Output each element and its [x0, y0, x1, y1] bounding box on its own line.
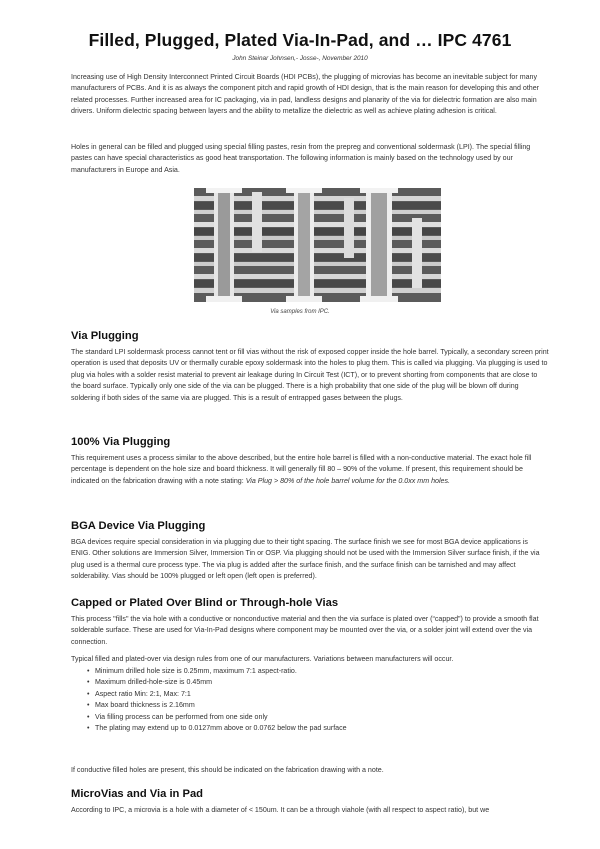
bga-body: BGA devices require special consideration in via plugging due to their tight spacing. The surface finish we see for most BGA device applications is ENIG. Other solutions are Immersion Silver, Immersion Tin or OSP. Via plugging should not be used with the Immersion Silver surface finish, if the via plug used is a thermal cure process type. The via plug is added after the surface finish, and the surface finish can be tarnished and may affect solderability. Vias should be 100% plugged or left open (left open is preferred).: [71, 538, 540, 581]
list-item: • The plating may extend up to 0.0127mm above or 0.0762 below the pad surface: [87, 724, 347, 733]
document-byline: John Steinar Johnsen,- Josse-, November 2010: [232, 55, 368, 62]
design-rules-list: [87, 666, 547, 734]
heading-100-via-plugging: 100% Via Plugging: [71, 436, 171, 448]
figure-caption: Via samples from IPC.: [270, 309, 330, 315]
list-item: • Max board thickness is 2.16mm: [87, 701, 195, 710]
full-via-plugging-text: This requirement uses a process similar to the above described, but the entire hole barrel is filled with a non-conductive material. The exact hole fill percentage is dependent on the hole size and board thickness. It will generally fill 80 – 90% of the volume. If present, this requirement should be indicated on the fabrication drawing with a note stating:: [71, 454, 532, 485]
heading-bga-via-plugging: BGA Device Via Plugging: [71, 520, 206, 532]
intro-paragraph-1: Increasing use of High Density Interconnect Printed Circuit Boards (HDI PCBs), the plugging of microvias has become an inevitable subject for many manufacturers of PCBs. And it is as always the component pitch and rapid growth of HDI design, that is the main reason for developing this and other related processes. Further increased area for IC packaging, via in pad, landless designs and planarity of the via for dielectric formation are also main drivers. Uniform dielectric spacing between layers and the ability to metallize the dielectric as well as achieve plating adhesion is critical.: [71, 73, 540, 116]
capped-body-1: This process "fills" the via hole with a conductive or nonconductive material and then the via surface is plated over (“capped”) to provide a smooth flat solderable surface. These are used for Via-In-Pad designs where component may be mounted over the via, or a solder joint will extend over the via connection.: [71, 615, 539, 646]
heading-capped-plated: Capped or Plated Over Blind or Through-hole Vias: [71, 597, 339, 609]
via-samples-figure: [194, 188, 441, 302]
heading-via-plugging: Via Plugging: [71, 330, 139, 342]
full-via-plugging-body: [71, 453, 549, 487]
list-item: • Via filling process can be performed from one side only: [87, 712, 268, 721]
intro-paragraph-2: Holes in general can be filled and plugged using special filling pastes, resin from the prepreg and conventional soldermask (LPI). The special filling pastes can have special characteristics as good heat transportation. The following information is mainly based on the technology used by our manufacturers in Europe and Asia.: [71, 143, 531, 174]
list-item: • Maximum drilled-hole-size is 0.45mm: [87, 678, 213, 687]
via-cross-section-image: [194, 188, 441, 302]
list-item: • Minimum drilled hole size is 0.25mm, maximum 7:1 aspect-ratio.: [87, 667, 297, 675]
document-title: Filled, Plugged, Plated Via-In-Pad, and … IPC 4761: [88, 30, 512, 50]
list-item: • Aspect ratio Min: 2:1, Max: 7:1: [87, 689, 191, 698]
capped-body-2: Typical filled and plated-over via design rules from one of our manufacturers. Variations between manufacturers will occur.: [71, 655, 454, 663]
list-item-text: The plating may extend up to 0.0127mm above or 0.0762 below the pad surface: [95, 724, 347, 733]
list-item-text: Aspect ratio Min: 2:1, Max: 7:1: [95, 689, 191, 698]
list-item-text: Minimum drilled hole size is 0.25mm, maximum 7:1 aspect-ratio.: [95, 667, 297, 675]
microvias-body: According to IPC, a microvia is a hole with a diameter of < 150um. It can be a through viahole (with all respect to aspect ratio), but we: [71, 806, 490, 814]
list-item-text: Via filling process can be performed from one side only: [95, 712, 268, 721]
list-item-text: Maximum drilled-hole-size is 0.45mm: [95, 678, 213, 687]
via-plugging-body: The standard LPI soldermask process cannot tent or fill vias without the risk of exposed copper inside the hole barrel. Typically, a secondary screen print operation is used that deposits UV or thermally curable epoxy soldermask into the holes to plug them. This is called via plugging. Via plugging is used to plug via holes with a solder resist material to prevent air leakage during In Circuit Test (ICT), or to prevent shorting from components that are close to the board surface. Typically only one side of the via can be plugged. There is a high probability that one side of the plug will be blown off during soldering if both sides of the same via are plugged. This is a result of entrapped gases between the plugs.: [71, 348, 549, 402]
full-via-plugging-note: Via Plug > 80% of the hole barrel volume for the 0.0xx mm holes.: [245, 476, 451, 485]
capped-after-note: If conductive filled holes are present, this should be indicated on the fabrication drawing with a note.: [71, 766, 384, 774]
list-item-text: Max board thickness is 2.16mm: [95, 701, 195, 710]
heading-microvias: MicroVias and Via in Pad: [71, 788, 204, 800]
